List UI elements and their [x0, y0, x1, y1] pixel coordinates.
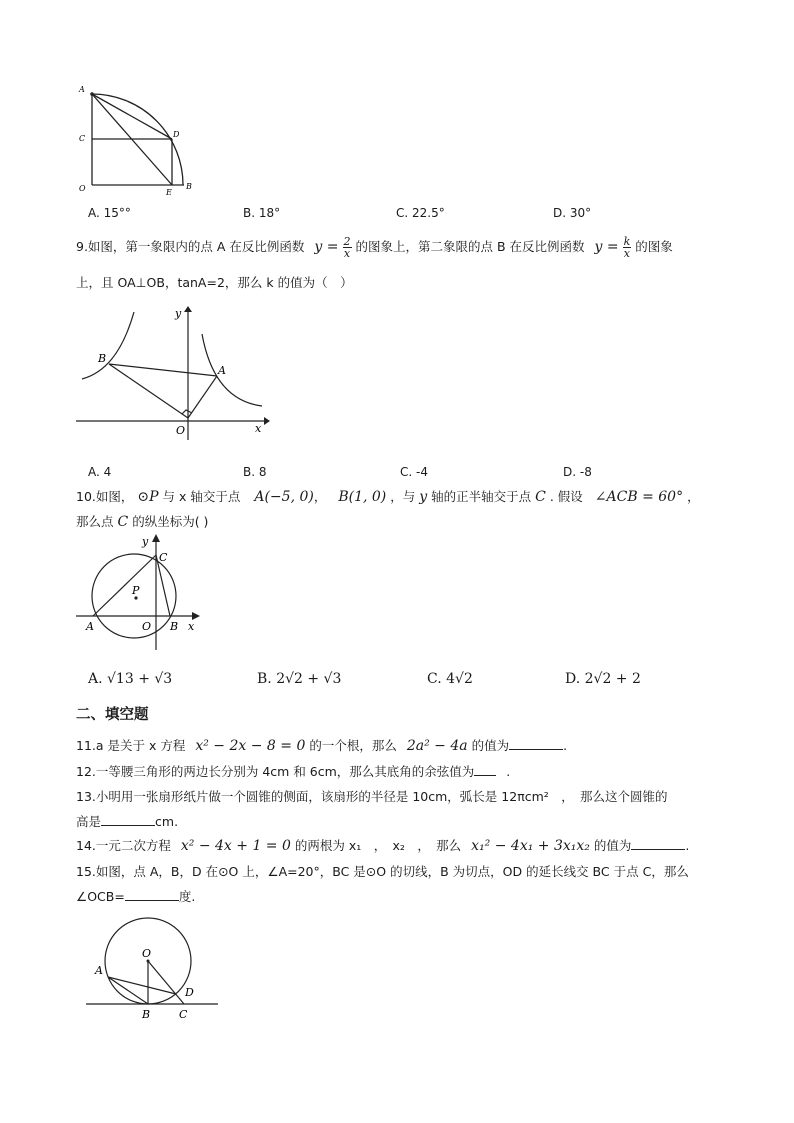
q11-line	[76, 736, 567, 754]
q8-label-b: B	[186, 182, 192, 191]
q14-text-3: 的值为	[593, 838, 632, 853]
q10-angle: ∠ACB = 60°	[594, 489, 684, 505]
q10-label-y: y	[142, 535, 149, 548]
q10-label-a: A	[86, 620, 94, 633]
q10-label-b: B	[170, 620, 179, 633]
q14-text-1: 14.一元二次方程	[76, 838, 171, 853]
q9-label-o: O	[176, 424, 186, 437]
q14-equation: x² − 4x + 1 = 0	[180, 838, 291, 854]
q10-option-d: D. 2√2 + 2	[565, 671, 641, 687]
q15-label-d: D	[185, 986, 194, 999]
q9-label-a: A	[218, 364, 226, 377]
q13-text-2-pre: 高是	[76, 814, 102, 829]
q11-text-3: 的值为	[471, 738, 510, 753]
q10-stem-line1: 10.如图， ⊙P 与 x 轴交于点 A(−5, 0)， B(1, 0) ，与 y 轴的正半轴交于点 C . 假设 ∠ACB = 60° ，	[76, 489, 700, 505]
q8-label-o: O	[79, 184, 86, 193]
q10-text-6: ，	[687, 489, 700, 504]
q13-text-2-post: cm.	[155, 814, 179, 829]
q10-point-a: A(−5, 0)	[254, 489, 314, 505]
q10-text-5: . 假设	[549, 489, 583, 504]
q14-text-2: 的两根为 x₁ ， x₂ ， 那么	[294, 838, 462, 853]
q14-answer-blank[interactable]	[631, 837, 685, 850]
q8-figure	[74, 84, 198, 196]
q8-option-c: C. 22.5°	[396, 206, 445, 220]
q10-label-x: x	[188, 620, 195, 633]
q12-line	[76, 762, 510, 780]
q11-answer-blank[interactable]	[509, 737, 563, 750]
q14-line	[76, 836, 689, 854]
section-title-fill-in: 二、填空题	[76, 707, 149, 723]
q9-text-2: 的图象上，第二象限的点 B 在反比例函数	[355, 239, 585, 254]
q10-text-4: 轴的正半轴交于点	[431, 489, 532, 504]
q15-label-b: B	[142, 1008, 151, 1021]
q10-point-b: B(1, 0)	[338, 489, 387, 505]
q9-text-4: 上，且 OA⊥OB，tanA=2，那么 k 的值为（ ）	[76, 275, 353, 290]
q9-func1-fraction: $\frac{2}{x}$	[343, 235, 351, 260]
q11-equation: x² − 2x − 8 = 0	[195, 738, 306, 754]
q11-text-1: 11.a 是关于 x 方程	[76, 738, 186, 753]
q11-end: .	[563, 738, 568, 753]
q10-text-8: 的纵坐标为( )	[132, 514, 209, 529]
q9-figure	[74, 306, 270, 441]
q14-expression: x₁² − 4x₁ + 3x₁x₂	[471, 838, 590, 854]
q9-label-y: y	[175, 307, 182, 320]
q9-func2-lhs: y =	[594, 239, 619, 255]
q9-text-3: 的图象	[635, 239, 673, 254]
q12-answer-blank[interactable]	[474, 763, 496, 776]
q10-label-c: C	[159, 551, 168, 564]
q8-option-b: B. 18°	[243, 206, 281, 220]
q9-func1-lhs: y =	[314, 239, 339, 255]
q15-line2	[76, 887, 195, 905]
q14-end: .	[685, 838, 690, 853]
q12-text: 12.一等腰三角形的两边长分别为 4cm 和 6cm，那么其底角的余弦值为	[76, 764, 475, 779]
q9-label-x: x	[255, 422, 262, 435]
q10-point-c-2: C	[117, 514, 129, 530]
q15-label-a: A	[95, 964, 103, 977]
q8-label-e: E	[166, 188, 172, 196]
q13-line2	[76, 812, 178, 830]
q10-figure	[74, 532, 204, 652]
q9-option-d: D. -8	[563, 465, 592, 479]
q10-y-axis: y	[419, 489, 428, 505]
q10-label-p: P	[132, 584, 140, 597]
q9-func2-fraction: $\frac{k}{x}$	[623, 235, 631, 260]
q10-text-7: 那么点	[76, 514, 114, 529]
q15-text-1: 15.如图，点 A，B，D 在⊙O 上，∠A=20°，BC 是⊙O 的切线，B 为切点，OD 的延长线交 BC 于点 C，那么	[76, 864, 689, 879]
q15-label-o: O	[142, 947, 152, 960]
q10-circle-p: ⊙P	[137, 489, 159, 505]
q9-text-1: 9.如图，第一象限内的点 A 在反比例函数	[76, 239, 305, 254]
q15-text-2-pre: ∠OCB=	[76, 889, 125, 904]
q8-label-a: A	[79, 85, 85, 94]
q10-option-b: B. 2√2 + √3	[257, 671, 342, 687]
q8-label-c: C	[79, 134, 86, 143]
q10-text-1: 10.如图，	[76, 489, 134, 504]
q13-text-1: 13.小明用一张扇形纸片做一个圆锥的侧面，该扇形的半径是 10cm，弧长是 12πcm² ， 那么这个圆锥的	[76, 789, 668, 804]
q10-text-2: 与 x 轴交于点	[162, 489, 241, 504]
q8-label-d: D	[173, 130, 180, 139]
q15-figure	[84, 914, 224, 1024]
q10-stem-line2	[76, 512, 208, 530]
q8-option-a: A. 15°°	[88, 206, 131, 220]
q11-expression: 2a² − 4a	[406, 738, 468, 754]
q12-end: .	[506, 764, 511, 779]
q15-label-c: C	[179, 1008, 188, 1021]
q10-option-c: C. 4√2	[427, 671, 473, 687]
q10-point-c: C	[535, 489, 546, 505]
q10-text-3: ，与	[390, 489, 416, 504]
q10-label-o: O	[142, 620, 152, 633]
q11-text-2: 的一个根，那么	[309, 738, 397, 753]
q15-text-2-post: 度.	[178, 889, 196, 904]
q9-option-a: A. 4	[88, 465, 112, 479]
q9-option-b: B. 8	[243, 465, 267, 479]
q10-option-a: A. √13 + √3	[88, 671, 173, 687]
q9-label-b: B	[98, 352, 107, 365]
q15-answer-blank[interactable]	[125, 888, 179, 901]
q9-option-c: C. -4	[400, 465, 428, 479]
q9-stem-line1	[76, 236, 673, 259]
q13-answer-blank[interactable]	[101, 813, 155, 826]
q8-option-d: D. 30°	[553, 206, 592, 220]
